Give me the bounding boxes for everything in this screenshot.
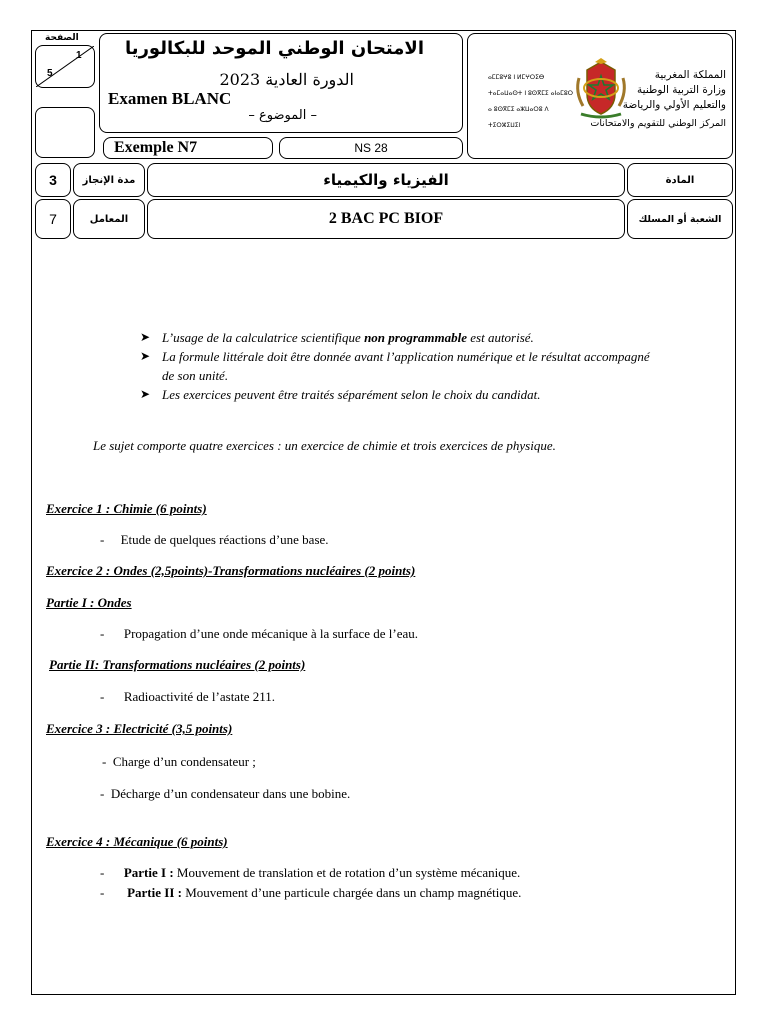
title-box [99, 33, 463, 133]
stream-label: الشعبة أو المسلك [638, 213, 722, 225]
non-programmable-text: non programmable [364, 330, 467, 345]
instruction-item: ➤ L’usage de la calculatrice scientifique non programmable est autorisé. [140, 330, 534, 345]
exercise-4-item-1: - Partie I : Mouvement de translation et de rotation d’un système mécanique. [100, 865, 521, 880]
exercise-3-item-1: - Charge d’un condensateur ; [102, 754, 256, 769]
blank-box [35, 107, 95, 158]
coefficient-label-box [73, 199, 145, 239]
stream-name: 2 BAC PC BIOF [328, 210, 444, 227]
session-arabic: الدورة العادية 2023 [219, 70, 354, 89]
stream-box [147, 199, 625, 239]
instructions-list [140, 328, 660, 404]
instruction-item: ➤ Les exercices peuvent être traités séparément selon le choix du candidat. [140, 387, 541, 402]
subject-label-box [627, 163, 733, 197]
ministry-logo-box [467, 33, 733, 159]
exercise-2-part2-title: Partie II: Transformations nucléaires (2 points) [49, 657, 306, 672]
exercise-4-title: Exercice 4 : Mécanique (6 points) [46, 834, 228, 849]
exam-title-arabic: الامتحان الوطني الموحد للبكالوريا [125, 38, 424, 59]
tifinagh-line-2: ⵜⴰⵎⴰⵡⴰⵙⵜ ⵏ ⵓⵙⴳⵎⵉ ⴰⵏⴰⵎⵓⵔ [488, 90, 574, 97]
org-line-2: وزارة التربية الوطنية [637, 84, 726, 96]
exercise-1-title: Exercice 1 : Chimie (6 points) [46, 501, 207, 516]
page-label: الصفحة [45, 33, 79, 43]
coefficient-value: 7 [49, 211, 57, 227]
subject-box [147, 163, 625, 197]
arabic-org-block [616, 68, 726, 113]
duration-value-box [35, 163, 71, 197]
arrow-right-icon: ➤ [140, 330, 151, 344]
exercise-4-item-2: - Partie II : Mouvement d’une particule chargée dans un champ magnétique. [100, 885, 522, 900]
stream-label-box [627, 199, 733, 239]
page-number-box [35, 45, 95, 88]
subject-arabic: – الموضوع – [248, 108, 317, 123]
exercise-2-title: Exercice 2 : Ondes (2,5points)-Transformations nucléaires (2 points) [46, 563, 416, 578]
duration-value: 3 [49, 172, 57, 188]
coefficient-label: المعامل [89, 213, 129, 225]
subject-name: الفيزياء والكيمياء [323, 171, 449, 189]
page-total: 5 [47, 68, 53, 79]
page-current: 1 [76, 50, 82, 61]
arrow-right-icon: ➤ [140, 387, 151, 401]
org-line-1: المملكة المغربية [654, 69, 726, 81]
exercise-2-part1-title: Partie I : Ondes [46, 595, 132, 610]
subject-label: المادة [665, 174, 695, 186]
example-box [103, 137, 273, 159]
exercise-1-item: - Etude de quelques réactions d’une base. [100, 532, 329, 547]
code-box [279, 137, 463, 159]
code-label: NS 28 [354, 141, 388, 155]
diagonal-divider [36, 46, 94, 87]
arrow-right-icon: ➤ [140, 349, 151, 363]
duration-label: مدة الإنجاز [82, 174, 136, 186]
tifinagh-block [488, 70, 578, 134]
tifinagh-line-1: ⴰⵎⵎⵓⵖⵓ ⵏ ⵍⵎⵖⵔⵉⴱ [488, 74, 545, 81]
exam-label: Examen BLANC [108, 89, 232, 108]
duration-label-box [73, 163, 145, 197]
summary-text: Le sujet comporte quatre exercices : un exercice de chimie et trois exercices de physique. [93, 438, 556, 453]
org-line-3: والتعليم الأولي والرياضة [622, 99, 726, 111]
exercise-3-item-2: - Décharge d’un condensateur dans une bobine. [100, 786, 351, 801]
coefficient-value-box [35, 199, 71, 239]
org-line-4: المركز الوطني للتقويم والامتحانات [590, 118, 726, 129]
exercise-3-title: Exercice 3 : Electricité (3,5 points) [46, 721, 233, 736]
exercise-2-part2-item: - Radioactivité de l’astate 211. [100, 689, 275, 704]
exercise-2-part1-item: - Propagation d’une onde mécanique à la surface de l’eau. [100, 626, 419, 641]
example-label: Exemple N7 [114, 139, 198, 156]
instruction-item: ➤ La formule littérale doit être donnée avant l’application numérique et le résultat accompagné de son unité. [140, 349, 650, 383]
tifinagh-line-3: ⴰ ⵓⵙⴳⵎⵉ ⴰⵣⵡⴰⵔⵓ ⴷ ⵜⵉⵔⵣⵉⵡⵉⵏ [488, 106, 549, 129]
